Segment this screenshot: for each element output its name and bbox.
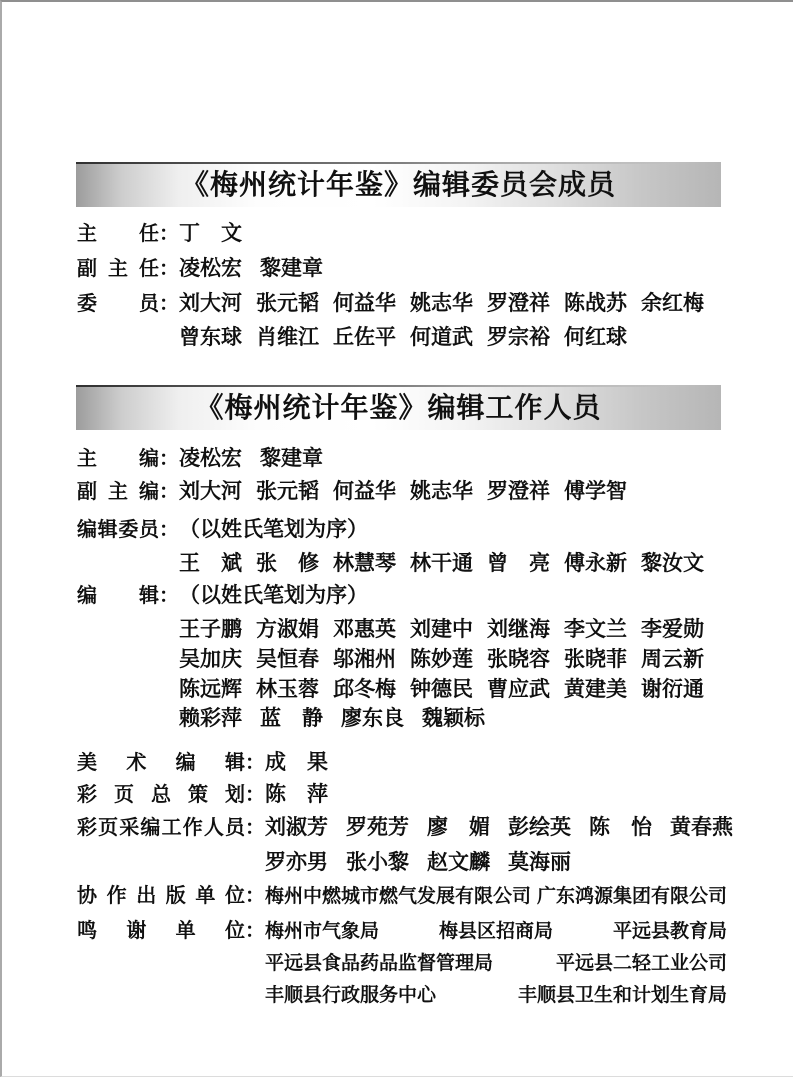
person-name: 廖 媚 — [427, 815, 490, 839]
person-name: 陈妙莲 — [410, 647, 473, 671]
organization-name: 平远县食品药品监督管理局 — [265, 952, 494, 974]
person-name: 李文兰 — [564, 617, 627, 641]
person-name: 罗苑芳 — [346, 815, 409, 839]
person-name: 邓惠英 — [333, 617, 396, 641]
row-label: 主编 — [77, 446, 159, 470]
row-label: 编辑 — [77, 583, 159, 607]
row-color-pages-staff — [77, 815, 733, 839]
person-name: 张晓菲 — [564, 647, 627, 671]
person-name: 蓝 静 — [260, 706, 323, 730]
person-name: 方淑娟 — [256, 617, 319, 641]
person-name: 魏颖标 — [422, 706, 485, 730]
person-name: 李爱勋 — [641, 617, 704, 641]
label-colon: ： — [159, 517, 179, 541]
organization-name: 梅县区招商局 — [438, 920, 553, 942]
row-co-publishers — [77, 883, 727, 908]
person-name: 彭绘英 — [508, 815, 571, 839]
person-name: 王 斌 — [179, 551, 242, 575]
organization-name: 梅州中燃城市燃气发展有限公司 — [265, 885, 532, 907]
person-name: 傅永新 — [564, 551, 627, 575]
banner-editorial-staff — [76, 385, 721, 430]
person-name: 林慧琴 — [333, 551, 396, 575]
row-color-pages-staff-line2 — [265, 850, 571, 874]
row-label: 彩页采编工作人员 — [77, 815, 245, 839]
person-name: 张晓容 — [487, 647, 550, 671]
row-deputy-chief-editor — [77, 479, 627, 503]
banner-committee-members — [76, 162, 721, 207]
person-name: 张元韬 — [256, 291, 319, 315]
row-editors-line3 — [179, 677, 704, 701]
section-title: 《梅州统计年鉴》编辑工作人员 — [195, 391, 602, 424]
person-name: 赖彩萍 — [179, 706, 242, 730]
organization-name: 梅州市气象局 — [265, 920, 380, 942]
person-name: 何益华 — [333, 479, 396, 503]
label-colon: ： — [245, 750, 265, 774]
person-name: 周云新 — [641, 647, 704, 671]
person-name: 罗澄祥 — [487, 479, 550, 503]
row-label: 鸣谢单位 — [77, 918, 245, 942]
person-name: 曾 亮 — [487, 551, 550, 575]
label-colon: ： — [245, 815, 265, 839]
row-acknowledged-units-line3 — [265, 983, 727, 1007]
person-name: 张元韬 — [256, 479, 319, 503]
person-name: 黎建章 — [260, 256, 323, 280]
person-name: 邬湘州 — [333, 647, 396, 671]
person-name: 黄春燕 — [670, 815, 733, 839]
person-name: 何红球 — [564, 325, 627, 349]
label-colon: ： — [245, 782, 265, 806]
sort-order-note: （以姓氏笔划为序） — [179, 517, 368, 541]
person-name: 傅学智 — [564, 479, 627, 503]
person-name: 赵文麟 — [427, 850, 490, 874]
row-label: 副主任 — [77, 256, 159, 280]
row-label: 主任 — [77, 221, 159, 245]
person-name: 王子鹏 — [179, 617, 242, 641]
row-chief-editor — [77, 446, 323, 470]
row-director — [77, 221, 242, 245]
person-name: 黎建章 — [260, 446, 323, 470]
label-colon: ： — [245, 918, 265, 942]
person-name: 林干通 — [410, 551, 473, 575]
row-editors — [77, 583, 368, 607]
organization-name: 丰顺县卫生和计划生育局 — [517, 984, 727, 1006]
person-name: 莫海丽 — [508, 850, 571, 874]
section-title: 《梅州统计年鉴》编辑委员会成员 — [180, 168, 616, 201]
person-name: 何道武 — [410, 325, 473, 349]
label-colon: ： — [159, 479, 179, 503]
sort-order-note: （以姓氏笔划为序） — [179, 583, 368, 607]
row-members-line2 — [179, 325, 627, 349]
label-colon: ： — [159, 291, 179, 315]
row-acknowledged-units-line2 — [265, 951, 727, 975]
person-name: 姚志华 — [410, 291, 473, 315]
row-color-pages-planner — [77, 782, 328, 806]
label-colon: ： — [159, 221, 179, 245]
person-name: 吴恒春 — [256, 647, 319, 671]
person-name: 曾东球 — [179, 325, 242, 349]
organization-name: 平远县二轻工业公司 — [555, 952, 727, 974]
person-name: 陈战苏 — [564, 291, 627, 315]
person-name: 何益华 — [333, 291, 396, 315]
person-name: 陈远辉 — [179, 677, 242, 701]
person-name: 黎汝文 — [641, 551, 704, 575]
person-name: 罗宗裕 — [487, 325, 550, 349]
person-name: 黄建美 — [564, 677, 627, 701]
row-editors-line2 — [179, 647, 704, 671]
organization-name: 平远县教育局 — [612, 920, 727, 942]
person-name: 凌松宏 — [179, 446, 242, 470]
label-colon: ： — [159, 583, 179, 607]
person-name: 刘继海 — [487, 617, 550, 641]
row-editorial-committee-names — [179, 551, 704, 575]
row-editorial-committee — [77, 517, 368, 541]
person-name: 谢衍通 — [641, 677, 704, 701]
organization-name: 广东鸿源集团有限公司 — [536, 885, 727, 907]
person-name: 姚志华 — [410, 479, 473, 503]
person-name: 成 果 — [265, 750, 328, 774]
row-label: 美术编辑 — [77, 750, 245, 774]
person-name: 邱冬梅 — [333, 677, 396, 701]
row-members — [77, 291, 704, 315]
person-name: 陈 怡 — [589, 815, 652, 839]
person-name: 曹应武 — [487, 677, 550, 701]
row-acknowledged-units — [77, 918, 727, 943]
person-name: 刘建中 — [410, 617, 473, 641]
person-name: 吴加庆 — [179, 647, 242, 671]
row-label: 协作出版单位 — [77, 883, 245, 907]
label-colon: ： — [245, 883, 265, 907]
organization-name: 丰顺县行政服务中心 — [265, 984, 437, 1006]
row-editors-line4 — [179, 706, 485, 730]
person-name: 钟德民 — [410, 677, 473, 701]
person-name: 林玉蓉 — [256, 677, 319, 701]
row-deputy-director — [77, 256, 323, 280]
person-name: 罗澄祥 — [487, 291, 550, 315]
row-label: 委员 — [77, 291, 159, 315]
person-name: 余红梅 — [641, 291, 704, 315]
person-name: 丘佐平 — [333, 325, 396, 349]
person-name: 罗亦男 — [265, 850, 328, 874]
person-name: 刘大河 — [179, 291, 242, 315]
person-name: 陈 萍 — [265, 782, 328, 806]
person-name: 凌松宏 — [179, 256, 242, 280]
label-colon: ： — [159, 256, 179, 280]
person-name: 肖维江 — [256, 325, 319, 349]
person-name: 张小黎 — [346, 850, 409, 874]
person-name: 刘淑芳 — [265, 815, 328, 839]
row-label: 编辑委员 — [77, 517, 159, 541]
row-editors-line1 — [179, 617, 704, 641]
row-label: 副主编 — [77, 479, 159, 503]
row-label: 彩页总策划 — [77, 782, 245, 806]
person-name: 刘大河 — [179, 479, 242, 503]
person-name: 廖东良 — [341, 706, 404, 730]
person-name: 张 修 — [256, 551, 319, 575]
person-name: 丁 文 — [179, 221, 242, 245]
label-colon: ： — [159, 446, 179, 470]
row-art-editor — [77, 750, 328, 774]
